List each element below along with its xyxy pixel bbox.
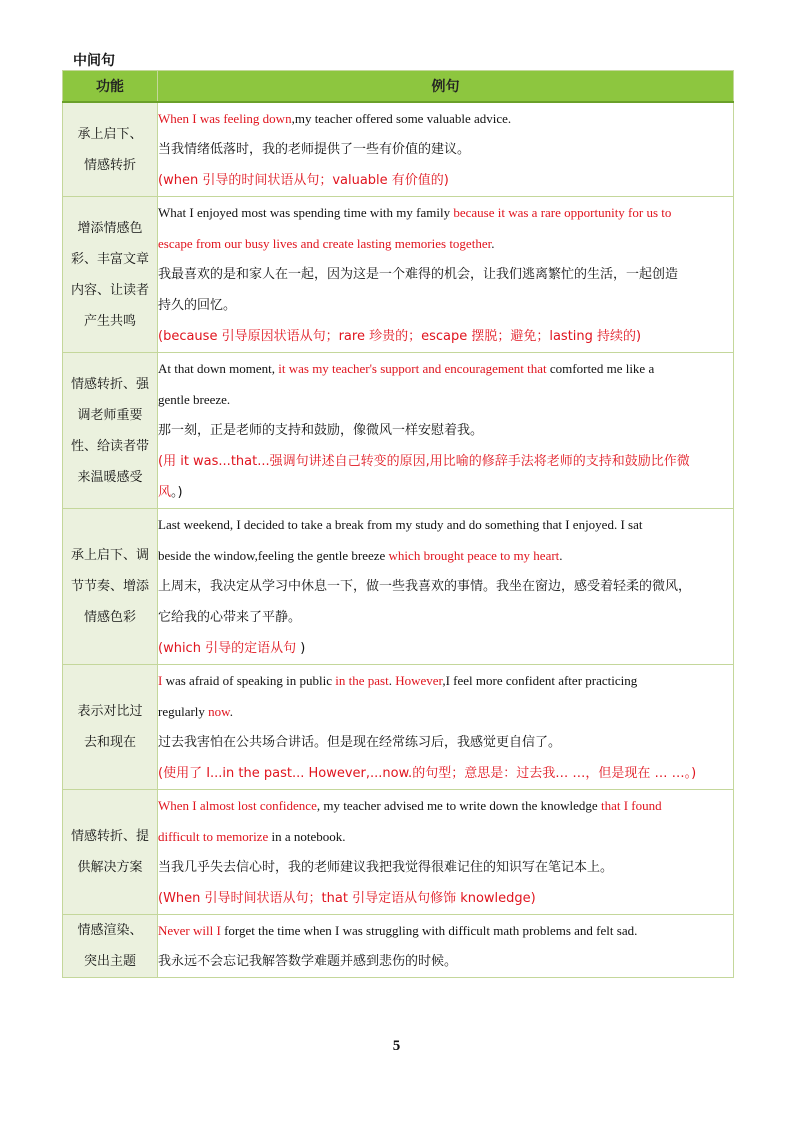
text-segment: , my teacher advised me to write down the knowledge: [316, 798, 601, 813]
function-label-line: 去和现在: [83, 735, 136, 750]
example-cell: [158, 665, 734, 790]
function-cell: [63, 353, 158, 509]
page-number: 5: [392, 1038, 401, 1054]
text-segment: in a notebook.: [268, 829, 346, 844]
function-label-line: 情感渲染、: [77, 923, 143, 938]
text-segment: ,my teacher offered some valuable advice.: [291, 111, 512, 126]
text-segment: At that down moment,: [158, 361, 279, 376]
text-segment: regularly: [158, 704, 209, 719]
example-chinese-line: [158, 727, 733, 758]
example-english-line: [158, 540, 733, 571]
highlighted-segment: escape from our busy lives and create lasting memories together: [158, 236, 492, 251]
example-english-line: [158, 384, 733, 415]
text-segment: beside the window,feeling the gentle breeze: [158, 548, 389, 563]
function-label-line: 节节奏、增添: [70, 579, 149, 594]
text-segment: was afraid of speaking in public: [162, 673, 336, 688]
text-segment: .: [491, 236, 495, 251]
function-label-line: 性、给读者带: [70, 438, 149, 454]
table-row: [63, 509, 734, 665]
example-chinese-line: [158, 477, 733, 508]
function-label-line: 突出主题: [83, 954, 136, 969]
highlighted-segment: (because 引导原因状语从句；rare 珍贵的；escape 摆脱；避免；lasting 持续的): [158, 329, 642, 344]
example-english-line: [158, 353, 733, 384]
highlighted-segment: that I found: [600, 798, 662, 813]
header-function: 功能: [63, 71, 158, 103]
highlighted-segment: because it was a rare opportunity for us to: [453, 205, 672, 220]
function-label-line: 承上启下、: [77, 126, 143, 142]
highlighted-segment: difficult to memorize: [158, 829, 269, 844]
example-chinese-line: [158, 259, 733, 290]
table-row: [63, 915, 734, 978]
highlighted-segment: which brought peace to my heart: [388, 548, 560, 563]
function-label-line: 内容、让读者: [70, 282, 149, 298]
example-english-line: [158, 915, 733, 946]
text-segment: ): [296, 641, 306, 656]
highlighted-segment: However: [395, 673, 443, 688]
function-label-line: 表示对比过: [77, 704, 143, 719]
example-cell: [158, 353, 734, 509]
highlighted-segment: 风: [158, 485, 172, 500]
text-segment: .: [388, 673, 396, 688]
example-english-line: [158, 665, 733, 696]
function-cell: [63, 790, 158, 915]
example-english-line: [158, 228, 733, 259]
function-label-line: 情感转折: [83, 157, 136, 173]
example-english-line: [158, 696, 733, 727]
function-label-line: 情感转折、强: [70, 376, 149, 392]
function-label-line: 承上启下、调: [70, 548, 149, 563]
example-english-line: [158, 509, 733, 540]
example-cell: [158, 509, 734, 665]
function-label-line: 供解决方案: [77, 860, 143, 875]
text-segment: What I enjoyed most was spending time with my family: [158, 205, 454, 220]
text-segment: gentle breeze.: [158, 392, 231, 407]
highlighted-segment: (使用了 I...in the past... However,...now.的句型；意思是：过去我… …，但是现在 … …。): [158, 766, 697, 781]
text-segment: Last weekend, I decided to take a break from my study and do something that I enjoyed. I sat: [158, 517, 643, 532]
text-segment: .: [559, 548, 563, 563]
highlighted-segment: (which 引导的定语从句: [158, 641, 297, 656]
example-english-line: [158, 821, 733, 852]
section-title: 中间句: [73, 53, 115, 69]
highlighted-segment: (when 引导的时间状语从句；valuable 有价值的): [158, 173, 449, 188]
highlighted-segment: (用 it was...that...强调句讲述自己转变的原因,用比喻的修辞手法将老师的支持和鼓励比作微: [158, 454, 690, 469]
function-label-line: 增添情感色: [77, 220, 143, 236]
text-segment: 上周末，我决定从学习中休息一下，做一些我喜欢的事情。我坐在窗边，感受着轻柔的微风，: [158, 579, 692, 594]
table-header-row: [63, 71, 734, 103]
text-segment: 持久的回忆。: [158, 298, 237, 313]
example-chinese-line: [158, 758, 733, 789]
table-row: [63, 353, 734, 509]
text-segment: 它给我的心带来了平静。: [158, 610, 302, 625]
highlighted-segment: now: [208, 704, 230, 719]
function-label-line: 调老师重要: [77, 407, 143, 423]
function-cell: [63, 102, 158, 197]
function-cell: [63, 197, 158, 353]
function-cell: [63, 509, 158, 665]
example-chinese-line: [158, 946, 733, 977]
highlighted-segment: (When 引导时间状语从句；that 引导定语从句修饰 knowledge): [158, 891, 536, 906]
example-sentence-table: [62, 70, 734, 978]
example-chinese-line: [158, 633, 733, 664]
example-chinese-line: [158, 852, 733, 883]
example-english-line: [158, 197, 733, 228]
highlighted-segment: in the past: [335, 673, 389, 688]
function-label-line: 来温暖感受: [77, 469, 143, 485]
highlighted-segment: When I was feeling down: [158, 111, 292, 126]
example-cell: [158, 102, 734, 197]
function-label-line: 情感色彩: [83, 610, 136, 625]
text-segment: .: [229, 704, 233, 719]
text-segment: 我永远不会忘记我解答数学难题并感到悲伤的时候。: [158, 954, 458, 969]
example-cell: [158, 915, 734, 978]
text-segment: 我最喜欢的是和家人在一起，因为这是一个难得的机会，让我们逃离繁忙的生活，一起创造: [158, 267, 679, 282]
example-chinese-line: [158, 415, 733, 446]
example-english-line: [158, 790, 733, 821]
text-segment: 当我情绪低落时，我的老师提供了一些有价值的建议。: [158, 142, 471, 157]
example-cell: [158, 197, 734, 353]
function-cell: [63, 915, 158, 978]
example-chinese-line: [158, 134, 733, 165]
function-label-line: 彩、丰富文章: [70, 251, 149, 267]
table-row: [63, 665, 734, 790]
text-segment: 当我几乎失去信心时，我的老师建议我把我觉得很难记住的知识写在笔记本上。: [158, 860, 614, 875]
table-row: [63, 102, 734, 197]
example-chinese-line: [158, 446, 733, 477]
example-chinese-line: [158, 602, 733, 633]
example-cell: [158, 790, 734, 915]
text-segment: forget the time when I was struggling with difficult math problems and felt sad.: [220, 923, 638, 938]
table-row: [63, 197, 734, 353]
header-example: 例句: [158, 71, 734, 103]
text-segment: ,I feel more confident after practicing: [442, 673, 638, 688]
example-chinese-line: [158, 883, 733, 914]
example-english-line: [158, 103, 733, 134]
table-row: [63, 790, 734, 915]
text-segment: 那一刻，正是老师的支持和鼓励，像微风一样安慰着我。: [158, 423, 484, 438]
highlighted-segment: I: [158, 673, 163, 688]
text-segment: 过去我害怕在公共场合讲话。但是现在经常练习后，我感觉更自信了。: [158, 735, 562, 750]
example-chinese-line: [158, 321, 733, 352]
example-chinese-line: [158, 165, 733, 196]
function-label-line: 情感转折、提: [70, 829, 149, 844]
highlighted-segment: When I almost lost confidence: [158, 798, 317, 813]
function-cell: [63, 665, 158, 790]
highlighted-segment: Never will I: [158, 923, 221, 938]
highlighted-segment: it was my teacher's support and encouragement that: [278, 361, 547, 376]
text-segment: 。): [171, 485, 183, 500]
text-segment: comforted me like a: [546, 361, 655, 376]
example-chinese-line: [158, 571, 733, 602]
example-chinese-line: [158, 290, 733, 321]
function-label-line: 产生共鸣: [83, 313, 136, 329]
